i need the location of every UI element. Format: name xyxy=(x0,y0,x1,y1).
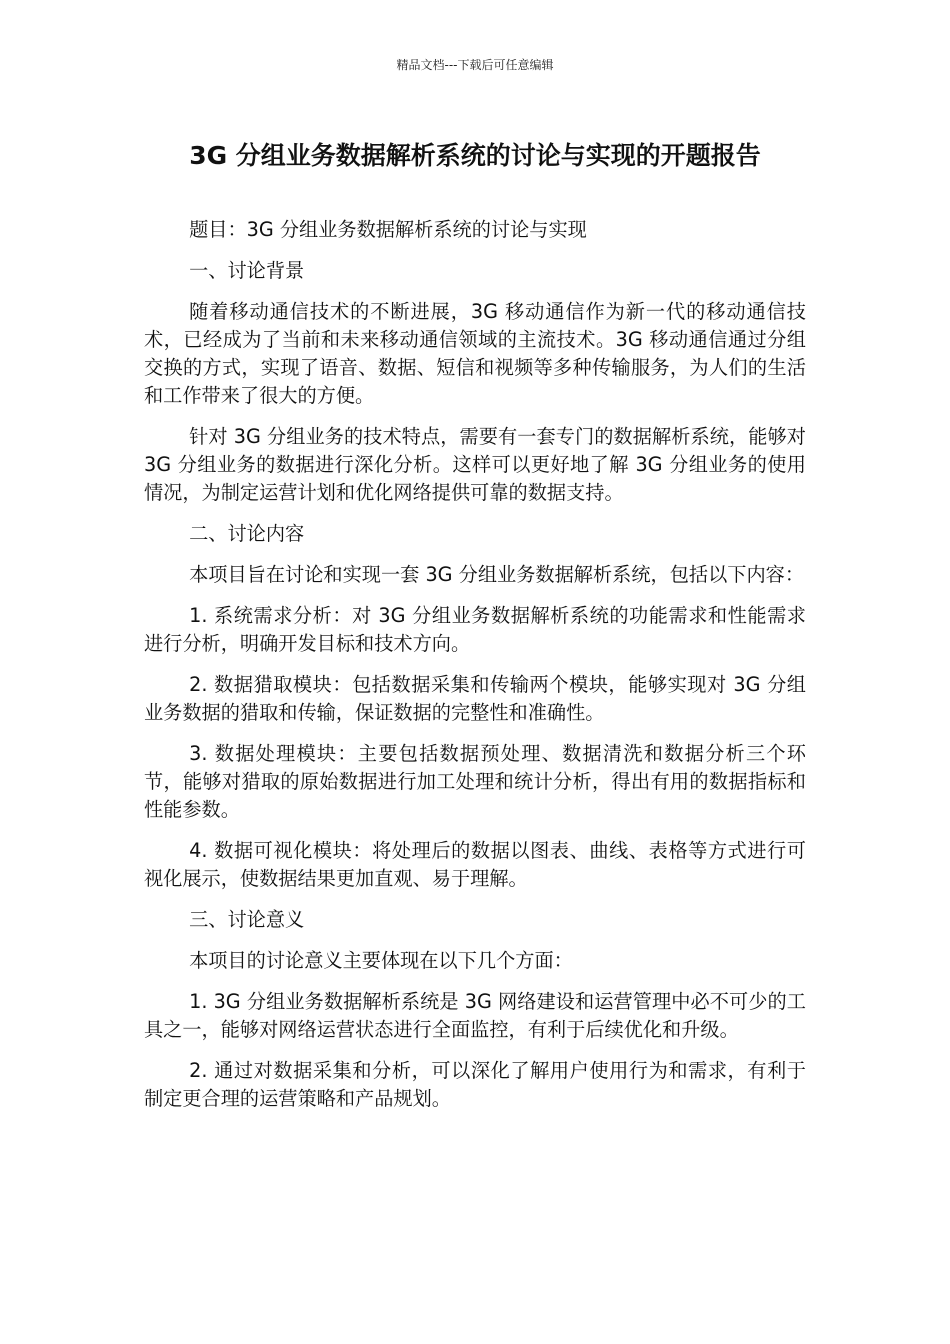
subject-line: 题目：3G 分组业务数据解析系统的讨论与实现 xyxy=(189,218,587,241)
background-paragraph: 针对 3G 分组业务的技术特点，需要有一套专门的数据解析系统，能够对 3G 分组业务的数据进行深化分析。这样可以更好地了解 3G 分组业务的使用情况，为制定运营计划和优化网络提供可靠的数据支持。 xyxy=(144,425,806,504)
content-list-item: 4. 数据可视化模块：将处理后的数据以图表、曲线、表格等方式进行可视化展示，使数据结果更加直观、易于理解。 xyxy=(144,839,806,890)
content-list-item: 2. 数据猎取模块：包括数据采集和传输两个模块，能够实现对 3G 分组业务数据的猎取和传输，保证数据的完整性和准确性。 xyxy=(144,673,806,724)
document-body xyxy=(144,216,806,1126)
significance-intro-paragraph: 本项目的讨论意义主要体现在以下几个方面： xyxy=(189,949,573,972)
significance-list-item: 1. 3G 分组业务数据解析系统是 3G 网络建设和运营管理中必不可少的工具之一，能够对网络运营状态进行全面监控，有利于后续优化和升级。 xyxy=(144,990,806,1041)
section-heading-content: 二、讨论内容 xyxy=(189,522,305,545)
section-heading-significance: 三、讨论意义 xyxy=(189,908,305,931)
content-intro-paragraph: 本项目旨在讨论和实现一套 3G 分组业务数据解析系统，包括以下内容： xyxy=(189,563,805,586)
background-paragraph: 随着移动通信技术的不断进展，3G 移动通信作为新一代的移动通信技术，已经成为了当前和未来移动通信领域的主流技术。3G 移动通信通过分组交换的方式，实现了语音、数据、短信和视频等多种传输服务，为人们的生活和工作带来了很大的方便。 xyxy=(144,300,806,407)
content-list-item: 3. 数据处理模块：主要包括数据预处理、数据清洗和数据分析三个环节，能够对猎取的原始数据进行加工处理和统计分析，得出有用的数据指标和性能参数。 xyxy=(144,742,806,821)
content-list-item: 1. 系统需求分析：对 3G 分组业务数据解析系统的功能需求和性能需求进行分析，明确开发目标和技术方向。 xyxy=(144,604,806,655)
document-title: 3G 分组业务数据解析系统的讨论与实现的开题报告 xyxy=(189,141,761,170)
section-heading-background: 一、讨论背景 xyxy=(189,259,305,282)
significance-list-item: 2. 通过对数据采集和分析，可以深化了解用户使用行为和需求，有利于制定更合理的运营策略和产品规划。 xyxy=(144,1059,806,1110)
page-header: 精品文档---下载后可任意编辑 xyxy=(396,58,554,72)
